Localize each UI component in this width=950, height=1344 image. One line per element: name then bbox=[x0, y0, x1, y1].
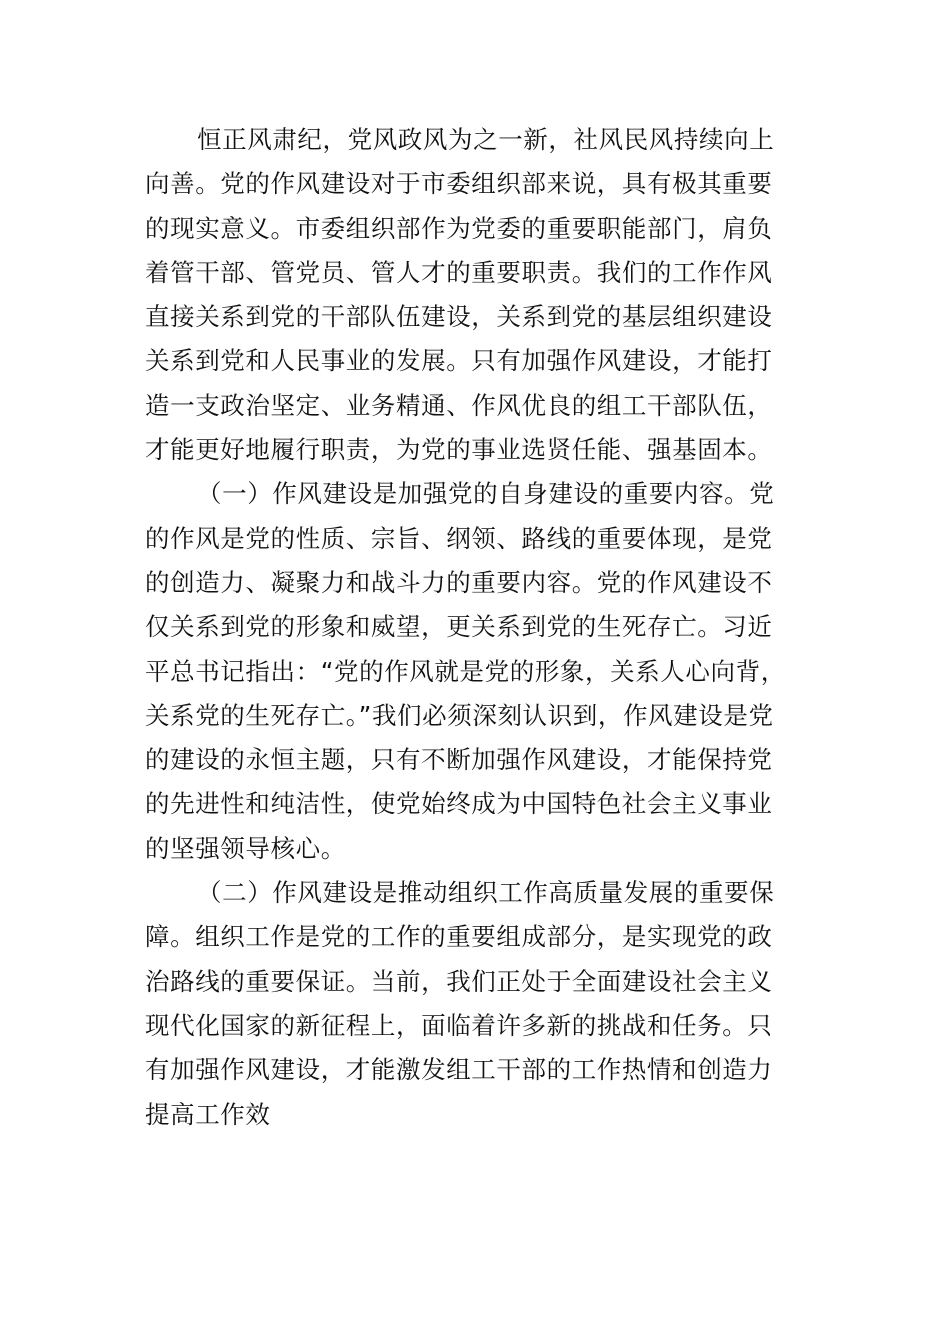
text-line: 的作风是党的性质、宗旨、纲领、路线的重要体现，是党 bbox=[145, 523, 773, 553]
text-line: 向善。党的作风建设对于市委组织部来说，具有极其重要 bbox=[145, 169, 773, 199]
text-line: 的坚强领导核心。 bbox=[145, 833, 346, 863]
text-line: 的创造力、凝聚力和战斗力的重要内容。党的作风建设不 bbox=[145, 567, 773, 597]
text-line: 关系到党和人民事业的发展。只有加强作风建设，才能打 bbox=[145, 346, 773, 376]
document-body bbox=[145, 118, 807, 1137]
text-line: 的建设的永恒主题，只有不断加强作风建设，才能保持党 bbox=[145, 745, 773, 775]
text-line: （二）作风建设是推动组织工作高质量发展的重要保 bbox=[197, 878, 775, 908]
text-line: 造一支政治坚定、业务精通、作风优良的组工干部队伍， bbox=[145, 390, 773, 420]
paragraph-2 bbox=[145, 472, 807, 871]
text-line: 直接关系到党的干部队伍建设，关系到党的基层组织建设 bbox=[145, 302, 773, 332]
text-line: 有加强作风建设，才能激发组工干部的工作热情和创造力 bbox=[145, 1055, 773, 1085]
text-line: 现代化国家的新征程上，面临着许多新的挑战和任务。只 bbox=[145, 1010, 773, 1040]
text-line: 障。组织工作是党的工作的重要组成部分，是实现党的政 bbox=[145, 922, 773, 952]
text-line: 平总书记指出：“党的作风就是党的形象，关系人心向背， bbox=[145, 656, 786, 686]
text-line: 仅关系到党的形象和威望，更关系到党的生死存亡。习近 bbox=[145, 612, 773, 642]
text-line: 提高工作效 bbox=[145, 1099, 271, 1129]
text-line: 才能更好地履行职责，为党的事业选贤任能、强基固本。 bbox=[145, 435, 773, 465]
text-line: 恒正风肃纪，党风政风为之一新，社风民风持续向上 bbox=[197, 125, 775, 154]
paragraph-1 bbox=[145, 118, 807, 472]
text-line: 的先进性和纯洁性，使党始终成为中国特色社会主义事业 bbox=[145, 789, 773, 819]
text-line: 关系党的生死存亡。”我们必须深刻认识到，作风建设是党 bbox=[145, 700, 774, 730]
text-line: 着管干部、管党员、管人才的重要职责。我们的工作作风 bbox=[145, 257, 773, 287]
text-line: 治路线的重要保证。当前，我们正处于全面建设社会主义 bbox=[145, 966, 773, 996]
paragraph-3 bbox=[145, 871, 807, 1137]
text-line: 的现实意义。市委组织部作为党委的重要职能部门，肩负 bbox=[145, 213, 773, 243]
text-line: （一）作风建设是加强党的自身建设的重要内容。党 bbox=[197, 479, 775, 509]
